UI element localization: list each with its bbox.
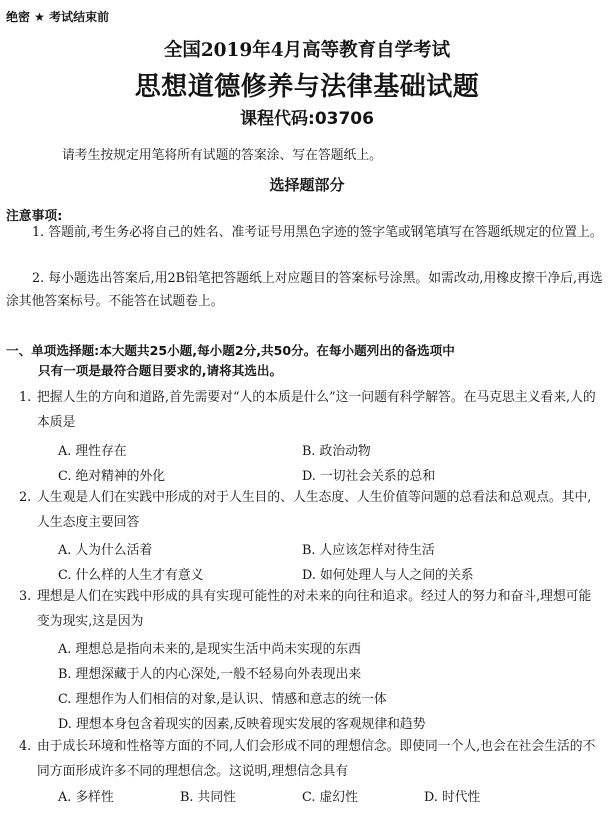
question-stem [19,485,597,535]
option-c: C. 理想作为人们相信的对象,是认识、情感和意志的统一体 [58,692,387,707]
note-item: 2. 每小题选出答案后,用2B铅笔把答题纸上对应题目的答案标号涂黑。如需改动,用橡皮擦干净后,再选涂其他答案标号。不能答在试题卷上。 [6,271,603,309]
question-text: 由于成长环境和性格等方面的不同,人们会形成不同的理想信念。即使同一个人,也会在社会生活的不同方面形成许多不同的理想信念。这说明,理想信念具有 [37,739,596,779]
course-code: 课程代码:03706 [240,109,374,129]
option-a: A. 理想总是指向未来的,是现实生活中尚未实现的东西 [58,642,361,657]
part-heading-line2: 只有一项是最符合题目要求的,请将其选出。 [38,363,283,378]
subject-title: 思想道德修养与法律基础试题 [134,72,480,102]
option-b: B. 理想深藏于人的内心深处,一般不轻易向外表现出来 [58,667,362,682]
question-number: 2. [19,490,32,505]
answer-reminder: 请考生按规定用笔将所有试题的答案涂、写在答题纸上。 [62,148,382,163]
question-number: 1. [19,390,32,405]
question-number: 3. [19,589,32,604]
question-number: 4. [19,739,32,754]
option-b: B. 共同性 [180,790,236,805]
question-stem [19,584,597,634]
notes-title: 注意事项: [6,209,63,224]
option-d: D. 一切社会关系的总和 [302,469,436,484]
question-text: 理想是人们在实践中形成的具有实现可能性的对未来的向往和追求。经过人的努力和奋斗,理想可能变为现实,这是因为 [37,589,592,629]
option-a: A. 理性存在 [58,444,127,459]
option-c: C. 什么样的人生才有意义 [58,568,204,583]
option-c: C. 绝对精神的外化 [58,469,166,484]
question-stem [19,385,597,435]
option-d: D. 理想本身包含着现实的因素,反映着现实发展的客观规律和趋势 [58,717,426,732]
option-b: B. 人应该怎样对待生活 [302,543,435,558]
note-item: 1. 答题前,考生务必将自己的姓名、准考证号用黑色字迹的签字笔或钢笔填写在答题纸规定的位置上。 [32,225,603,240]
part-heading [6,341,586,381]
option-d: D. 时代性 [424,790,481,805]
option-c: C. 虚幻性 [302,790,358,805]
question-text: 人生观是人们在实践中形成的对于人生目的、人生态度、人生价值等问题的总看法和总观点。其中,人生态度主要回答 [37,490,592,530]
question-stem [19,734,597,784]
secret-label: 绝密 ★ 考试结束前 [6,10,110,24]
option-d: D. 如何处理人与人之间的关系 [302,568,474,583]
option-b: B. 政治动物 [302,444,371,459]
option-a: A. 人为什么活着 [58,543,153,558]
part-heading-line1: 一、单项选择题:本大题共25小题,每小题2分,共50分。在每小题列出的备选项中 [6,343,455,358]
question-text: 把握人生的方向和道路,首先需要对“人的本质是什么”这一问题有科学解答。在马克思主义看来,人的本质是 [37,390,596,430]
exam-title: 全国2019年4月高等教育自学考试 [163,40,451,61]
section-title: 选择题部分 [269,176,345,194]
option-a: A. 多样性 [58,790,114,805]
